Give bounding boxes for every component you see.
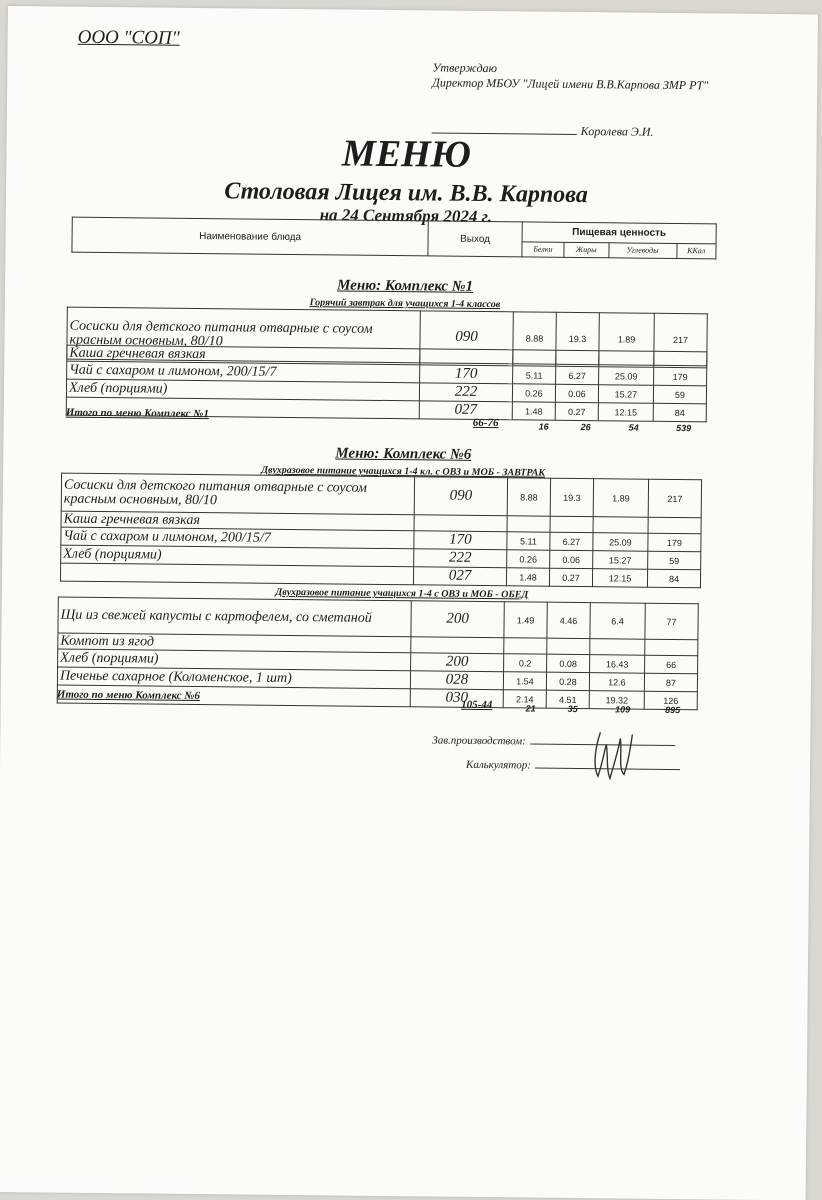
menu1-title: Меню: Комплекс №1 [337,277,474,295]
menu6-section1: Двухразовое питание учащихся 1-4 кл. с ОВЗ и МОБ - ЗАВТРАК [261,464,546,479]
header-output: Выход [428,221,522,257]
dish-kcal: 84 [653,403,706,422]
dish-name: Чай с сахаром и лимоном, 200/15/7 [61,527,414,549]
menu6-title: Меню: Комплекс №6 [335,445,472,463]
company-name: ООО "СОП" [77,26,180,49]
menu6-breakfast-table [60,473,702,589]
dish-protein: 1.49 [504,602,547,638]
dish-protein: 2.14 [503,690,546,708]
calculator-label: Калькулятор: [466,758,531,772]
dish-output: 200 [411,653,504,672]
dish-output: 222 [419,383,512,402]
dish-name [60,563,413,585]
menu6-total [57,689,717,722]
dish-protein: 0.26 [507,550,550,568]
total-carbs: 54 [628,422,639,433]
dish-name: Компот из ягод [58,633,411,653]
dish-fat: 0.08 [547,654,590,672]
header-col: ККал [676,243,716,259]
dish-kcal: 59 [648,551,701,570]
header-col: Углеводы [609,243,677,259]
total-output: 105-44 [461,698,493,712]
dish-output: 222 [414,549,507,568]
total-label: Итого по меню Комплекс №6 [56,688,200,703]
dish-name: Сосиски для детского питания отварные с соусом красным основным, 80/10 [67,307,421,363]
production-label: Зав.производством: [432,734,526,748]
dish-kcal: 217 [654,313,708,366]
dish-carbs: 1.89 [599,313,655,366]
header-nutrition: Пищевая ценность [522,222,716,244]
dish-carbs: 25.09 [599,367,654,386]
menu-date: на 24 Сентября 2024 г. [319,205,493,227]
handwritten-signature [588,724,639,785]
dish-protein: 8.88 [507,478,550,516]
dish-name: Сосиски для детского питания отварные с соусом красным основным, 80/10 [61,473,414,515]
total-fat: 26 [580,422,591,433]
dish-carbs: 1.89 [593,479,648,518]
dish-name: Чай с сахаром и лимоном, 200/15/7 [67,361,420,383]
dish-protein: 0.26 [512,384,555,402]
dish-protein: 5.11 [507,532,550,550]
dish-output: 028 [410,671,503,690]
page-title: МЕНЮ [341,132,472,176]
dish-fat: 6.27 [550,532,593,550]
dish-fat: 0.06 [555,384,598,402]
dish-carbs: 12.15 [592,569,647,588]
dish-fat: 0.27 [555,402,598,420]
dish-kcal: 87 [644,673,697,692]
dish-output: 170 [414,531,507,550]
menu1-total [66,407,726,440]
approval-line1: Утверждаю [432,60,498,76]
menu6-section2: Двухразовое питание учащихся 1-4 с ОВЗ и МОБ - ОБЕД [275,586,529,601]
total-kcal: 539 [676,423,692,434]
header-table [71,217,716,260]
approval-block [432,60,732,93]
dish-kcal: 59 [653,385,706,404]
dish-protein: 1.54 [503,672,546,690]
dish-carbs: 6.4 [590,603,645,640]
dish-output: 170 [420,365,513,384]
approval-signer: Королева Э.И. [580,124,654,139]
total-label: Итого по меню Комплекс №1 [65,406,209,421]
total-protein: 16 [538,421,549,432]
dish-fat: 4.46 [547,602,590,638]
total-fat: 35 [567,703,578,715]
dish-name: Щи из свежей капусты с картофелем, со сметаной [58,597,411,637]
dish-fat: 0.06 [550,550,593,568]
total-output: 66-76 [472,416,499,430]
dish-carbs: 16.43 [590,655,645,674]
dish-fat: 19.3 [556,312,600,364]
dish-fat: 0.28 [546,672,589,690]
dish-kcal: 179 [654,367,707,386]
dish-kcal: 217 [648,479,701,518]
dish-fat: 0.27 [549,568,592,586]
dish-carbs: 12.6 [589,673,644,692]
dish-output: 027 [419,401,512,420]
dish-kcal: 77 [645,603,698,640]
dish-name: Хлеб (порциями) [61,545,414,567]
dish-carbs: 25.09 [593,533,648,552]
page-subtitle: Столовая Лицея им. В.В. Карпова [224,178,588,209]
dish-name: Каша гречневая вязкая [61,511,414,531]
dish-kcal: 179 [648,533,701,552]
total-carbs: 109 [615,704,631,715]
dish-protein: 8.88 [513,312,557,364]
approval-line2: Директор МБОУ "Лицей имени В.В.Карпова ЗМР РТ" [432,75,709,93]
dish-fat: 19.3 [550,478,593,516]
dish-carbs: 19.32 [589,691,644,710]
dish-kcal: 84 [647,569,700,588]
dish-protein: 1.48 [512,402,555,420]
footer-production [432,734,675,749]
dish-name: Хлеб (порциями) [66,379,419,401]
dish-fat: 4.51 [546,690,589,708]
header-col: Жиры [564,242,609,258]
dish-kcal: 126 [644,691,697,710]
footer-calculator [466,759,680,773]
dish-kcal: 66 [645,655,698,674]
dish-protein: 5.11 [513,366,556,384]
total-kcal: 895 [665,704,681,716]
dish-carbs: 15.27 [593,551,648,570]
document-page [0,6,818,1200]
header-name: Наименование блюда [72,217,428,256]
dish-output: 030 [410,689,503,708]
dish-name: Хлеб (порциями) [58,649,411,671]
dish-protein: 1.48 [506,568,549,586]
dish-name: Печенье сахарное (Коломенское, 1 шт) [57,667,410,689]
dish-protein: 0.2 [504,654,547,672]
dish-carbs: 15.27 [598,385,653,404]
header-col: Белки [522,242,564,258]
table-row [61,473,701,518]
total-protein: 21 [525,703,536,714]
dish-output: 090 [420,311,514,364]
dish-output: 027 [413,567,506,586]
dish-carbs: 12.15 [598,403,653,422]
table-row [67,307,707,350]
menu1-section: Горячий завтрак для учащихся 1-4 классов [309,297,501,311]
dish-fat: 6.27 [556,366,599,384]
dish-output: 200 [411,601,504,638]
dish-name: Каша гречневая вязкая [67,345,420,365]
dish-output: 090 [414,477,507,516]
